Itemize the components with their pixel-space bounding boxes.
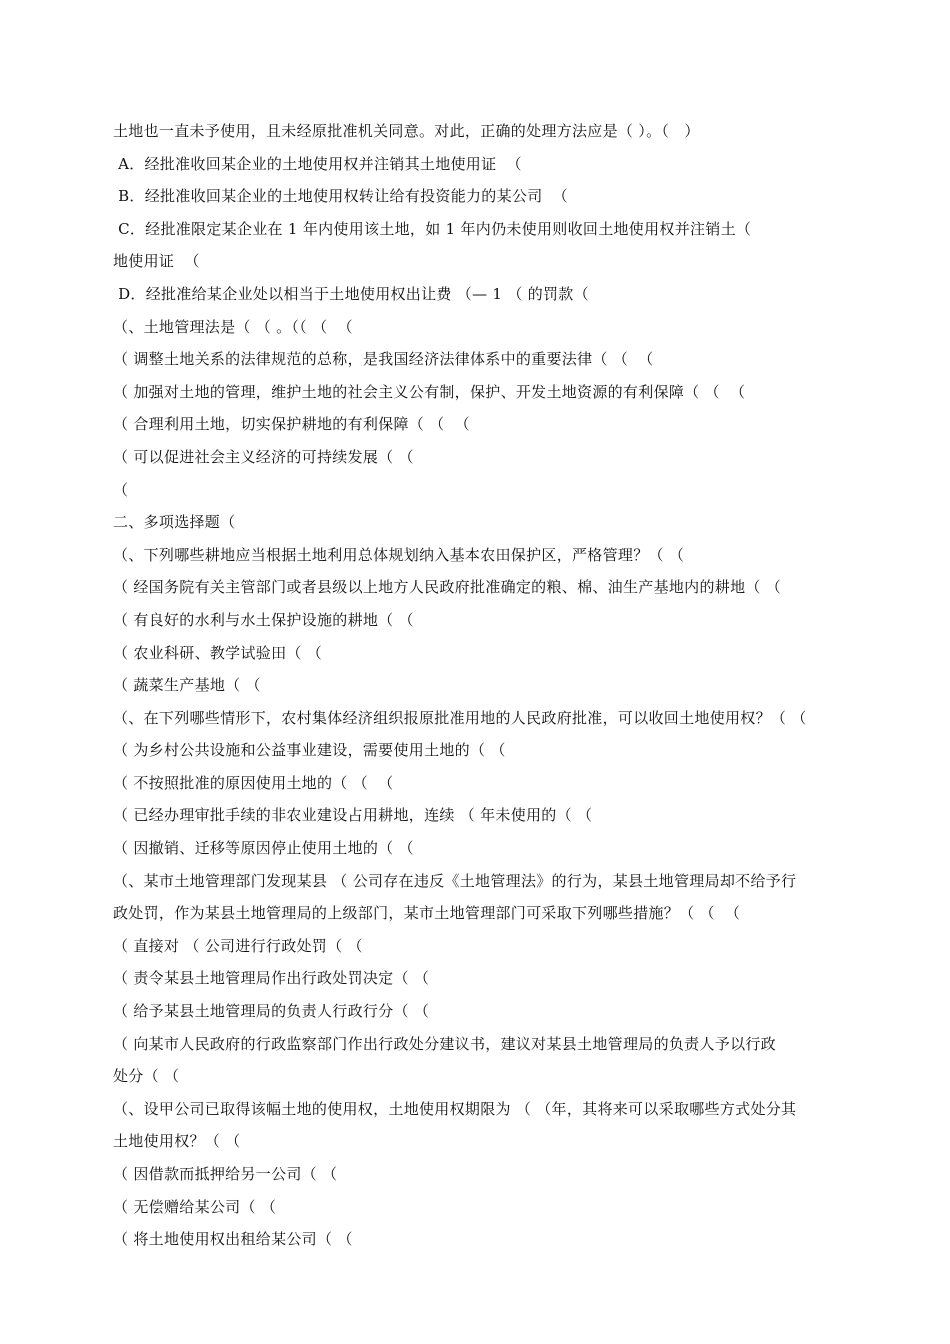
question-line: （、在下列哪些情形下，农村集体经济组织报原批准用地的人民政府批准，可以收回土地使用权？（ （ <box>113 708 807 727</box>
option-line: （ 无偿赠给某公司（ （ <box>113 1197 277 1216</box>
option-line-continuation: 处分（ （ <box>113 1067 180 1086</box>
option-line: （ 已经办理审批手续的非农业建设占用耕地，连续 （ 年未使用的（ （ <box>113 806 593 825</box>
option-line: D．经批准给某企业处以相当于土地使用权出让费 （— 1 （ 的罚款（ <box>113 284 589 303</box>
option-line: （ 有良好的水利与水土保护设施的耕地（ （ <box>113 610 414 629</box>
document-body <box>113 120 853 1261</box>
option-line: B．经批准收回某企业的土地使用权转让给有投资能力的某公司 （ <box>113 187 568 206</box>
option-line: （ 合理利用土地，切实保护耕地的有利保障（ （ （ <box>113 415 470 434</box>
option-line: （ 因撤销、迁移等原因停止使用土地的（ （ <box>113 839 414 858</box>
option-line: （ 不按照批准的原因使用土地的（ （ （ <box>113 773 394 792</box>
question-line-continuation: 政处罚，作为某县土地管理局的上级部门，某市土地管理部门可采取下列哪些措施？（ （ （ <box>113 904 741 923</box>
option-line: （ 蔬菜生产基地（ （ <box>113 676 261 695</box>
option-line-continuation: 地使用证 （ <box>113 252 200 271</box>
question-line-continuation: 土地使用权？（ （ <box>113 1132 241 1151</box>
option-line: （ 将土地使用权出租给某公司（ （ <box>113 1230 353 1249</box>
option-line: （ 责令某县土地管理局作出行政处罚决定（ （ <box>113 969 430 988</box>
option-line: （ 直接对 （ 公司进行行政处罚（ （ <box>113 936 363 955</box>
option-line: A．经批准收回某企业的土地使用权并注销其土地使用证 （ <box>113 154 522 173</box>
option-line: （ 可以促进社会主义经济的可持续发展（ （ <box>113 447 414 466</box>
option-line: （ 农业科研、教学试验田（ （ <box>113 643 323 662</box>
question-line: （、设甲公司已取得该幅土地的使用权，土地使用权期限为 （ （年，其将来可以采取哪些方式处分其 <box>113 1099 797 1118</box>
option-line: （ 加强对土地的管理，维护土地的社会主义公有制，保护、开发土地资源的有利保障（ （ （ <box>113 382 746 401</box>
option-line: C．经批准限定某企业在 1 年内使用该土地，如 1 年内仍未使用则收回土地使用权并注销土（ <box>113 219 752 238</box>
option-line: （ 因借款而抵押给另一公司（ （ <box>113 1165 338 1183</box>
text-line: 土地也一直未予使用，且未经原批准机关同意。对此，正确的处理方法应是（ ）。（ ） <box>113 122 700 140</box>
question-line: （、下列哪些耕地应当根据土地利用总体规划纳入基本农田保护区，严格管理？（ （ <box>113 545 685 564</box>
option-line: （ 为乡村公共设施和公益事业建设，需要使用土地的（ （ <box>113 741 506 760</box>
option-line: （ 调整土地关系的法律规范的总称，是我国经济法律体系中的重要法律（ （ （ <box>113 350 654 369</box>
question-line: （、某市土地管理部门发现某县 （ 公司存在违反《土地管理法》的行为，某县土地管理局却不给予行 <box>113 871 797 890</box>
option-line: （ 经国务院有关主管部门或者县级以上地方人民政府批准确定的粮、棉、油生产基地内的耕地（ （ <box>113 578 782 597</box>
option-line: （ 向某市人民政府的行政监察部门作出行政处分建议书，建议对某县土地管理局的负责人予以行政 <box>113 1034 776 1053</box>
question-line: （、土地管理法是（ （ 。（（ （ （ <box>113 317 353 336</box>
blank-line: （ <box>113 480 129 499</box>
option-line: （ 给予某县土地管理局的负责人行政行分（ （ <box>113 1002 430 1021</box>
section-heading: 二、多项选择题（ <box>113 513 236 532</box>
